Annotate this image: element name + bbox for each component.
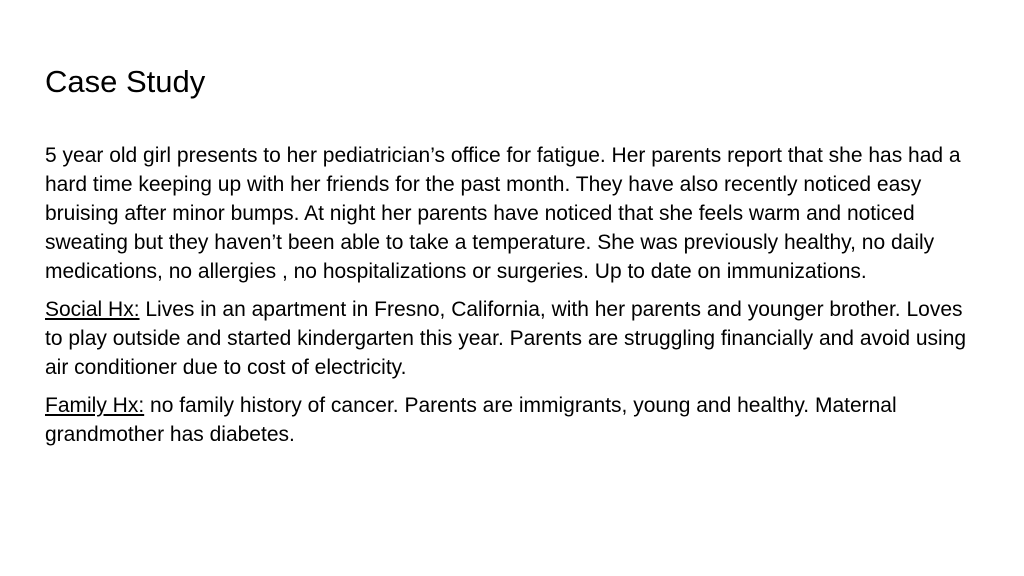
slide-body bbox=[45, 141, 985, 449]
family-history-label: Family Hx: bbox=[45, 394, 145, 417]
presentation-paragraph: 5 year old girl presents to her pediatrician’s office for fatigue. Her parents report that she has had a hard time keeping up with her friends for the past month. They have also recently noticed easy bruising after minor bumps. At night her parents have noticed that she feels warm and noticed sweating but they haven’t been able to take a temperature. She was previously healthy, no daily medications, no allergies , no hospitalizations or surgeries. Up to date on immunizations. bbox=[45, 144, 961, 283]
social-history-text: Lives in an apartment in Fresno, California, with her parents and younger brother. Loves to play outside and started kindergarten this year. Parents are struggling financially and avoid using air conditioner due to cost of electricity. bbox=[45, 298, 967, 379]
family-history-text: no family history of cancer. Parents are immigrants, young and healthy. Maternal grandmother has diabetes. bbox=[45, 394, 897, 446]
social-history-paragraph bbox=[45, 295, 985, 382]
social-history-label: Social Hx: bbox=[45, 298, 140, 321]
family-history-paragraph bbox=[45, 391, 985, 449]
slide-title: Case Study bbox=[45, 64, 206, 99]
